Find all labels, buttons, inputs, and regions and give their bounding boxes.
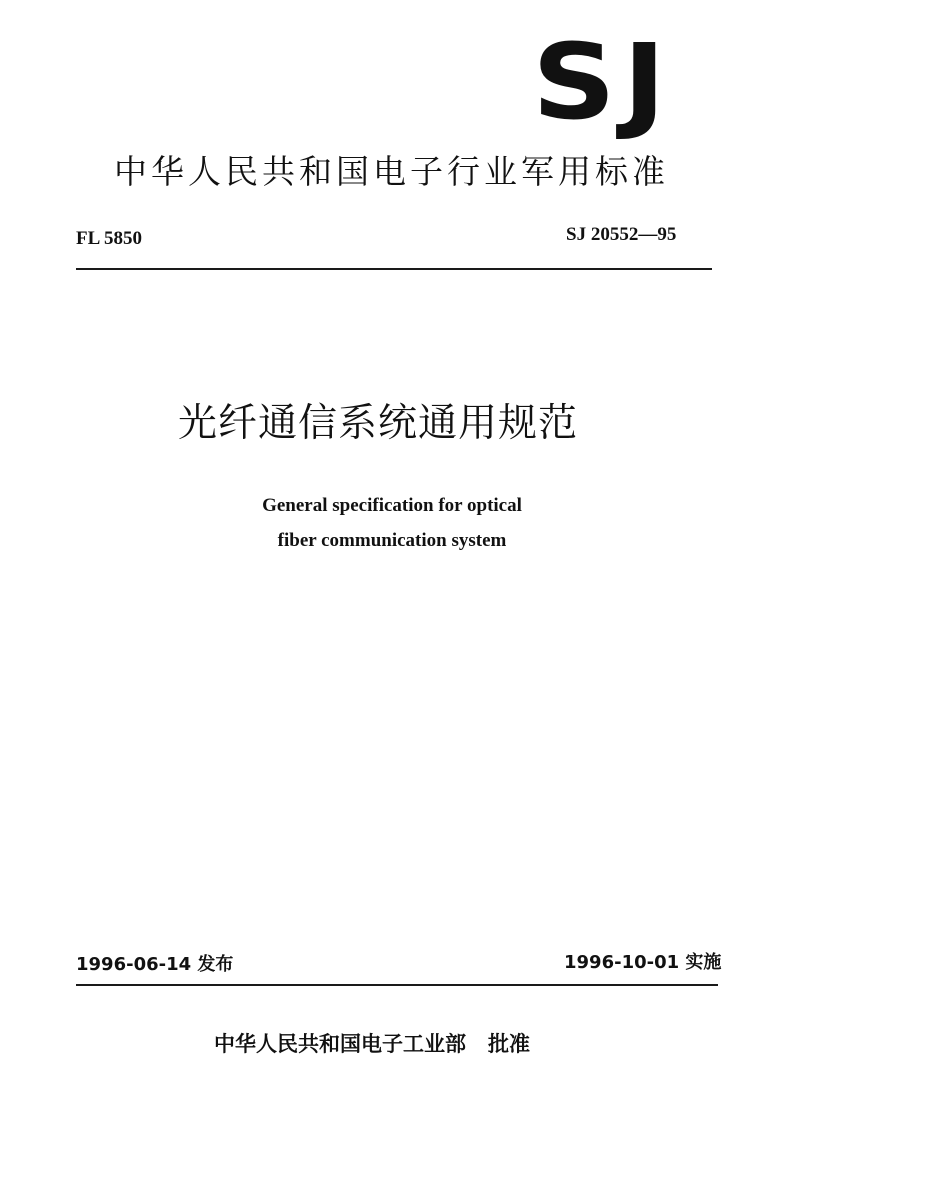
org-title: 中华人民共和国电子行业军用标准 <box>114 152 669 191</box>
issue-date: 1996-06-14 发布 <box>76 954 234 975</box>
document-title-cn: 光纤通信系统通用规范 <box>178 401 579 446</box>
effective-date: 1996-10-01 实施 <box>564 952 722 973</box>
approving-authority: 中华人民共和国电子工业部 <box>214 1032 466 1056</box>
title-en-line-1: General specification for optical <box>262 495 522 516</box>
standard-number: SJ 20552—95 <box>566 224 677 245</box>
sj-logo: SJ <box>532 21 673 143</box>
approval-line <box>214 1028 530 1058</box>
document-title-en <box>242 488 542 558</box>
title-en-line-2: fiber communication system <box>277 530 507 551</box>
footer-divider <box>76 984 718 986</box>
classification-code: FL 5850 <box>76 228 142 249</box>
approval-label: 批准 <box>488 1032 530 1056</box>
header-divider <box>76 268 712 270</box>
